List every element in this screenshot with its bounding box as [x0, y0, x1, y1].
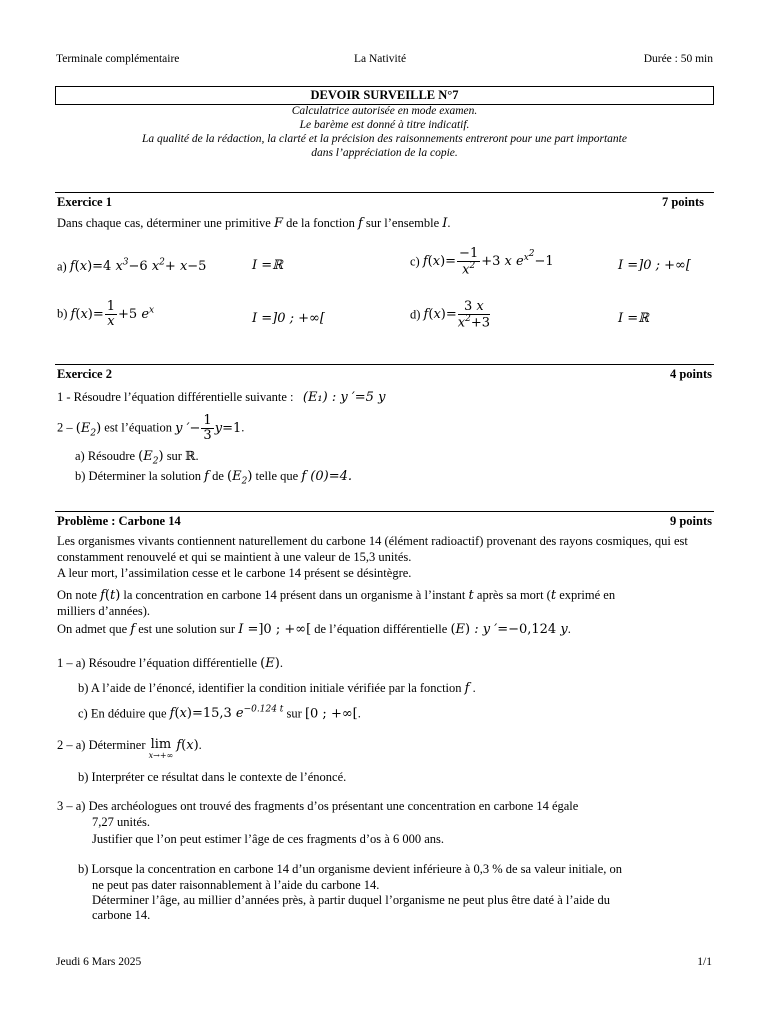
question-text: b) Déterminer la solution [75, 469, 202, 483]
problem-para-1: Les organismes vivants contiennent naturellement du carbone 14 (élément radioactif) provenant des rayons cosmiques, qui est constamment renouvelé et qui se maintient à une valeur de 15,3 unités. [57, 534, 688, 564]
question-text: est l’équation [104, 420, 172, 435]
page-title: DEVOIR SURVEILLE N°7 [55, 86, 714, 105]
question-text: de [212, 469, 224, 483]
problem-q1b: b) A l’aide de l’énoncé, identifier la condition initiale vérifiée par la fonction f . [78, 681, 476, 696]
para-text: On admet que [57, 622, 128, 636]
instruction-line: dans l’appréciation de la copie. [311, 147, 458, 159]
item-label: c) [410, 254, 420, 269]
question-text: 2 – a) Déterminer [57, 738, 146, 752]
item-label: a) [57, 259, 67, 274]
exercise-1-title: Exercice 1 [57, 195, 112, 209]
intro-text: Dans chaque cas, déterminer une primitive [57, 216, 271, 230]
section-divider [55, 364, 714, 365]
item-a-set: I =ℝ [252, 258, 283, 273]
item-c-set: I =]0 ; +∞[ [618, 258, 691, 273]
exercise-2-qa: a) Résoudre $(E_2)$ sur ℝ. [75, 449, 199, 467]
problem-title: Problème : Carbone 14 [57, 514, 181, 528]
question-text: 1 - Résoudre l’équation différentielle suivante : [57, 390, 294, 404]
problem-q3a-line1: 3 – a) Des archéologues ont trouvé des fragments d’os présentant une concentration en carbone 14 égale [57, 799, 579, 813]
question-text: 1 – a) Résoudre l’équation différentielle [57, 656, 258, 670]
instruction-line: Le barème est donné à titre indicatif. [299, 119, 470, 131]
intro-text: sur l’ensemble [365, 216, 440, 230]
question-text: sur ℝ. [166, 449, 199, 463]
intro-text: de la fonction [286, 216, 355, 230]
item-d [410, 300, 491, 330]
exercise-2-q1 [57, 390, 712, 406]
item-c-expr: f(x)= $\frac{-1}{x^2}$ +3 x $e^{x^2}-1$ [422, 246, 554, 277]
item-b-expr: f(x)= $\frac{1}{x}$ +5 $e^x$ [70, 299, 155, 329]
problem-q3b-line4: carbone 14. [92, 908, 151, 922]
exercise-2-q2: $2 - (E_2)$ est l’équation y ′− $\frac{1}{3}$ y=1. [57, 413, 245, 443]
para-text: après sa mort ( [476, 588, 551, 602]
problem-q1c: c) En déduire que f(x)=15,3 $e^{-0.124 t}$ sur [0 ; +∞[. [78, 705, 361, 722]
exercise-2-title: Exercice 2 [57, 367, 112, 381]
footer-page-number: 1/1 [697, 956, 712, 968]
instruction-line: La qualité de la rédaction, la clarté et la précision des raisonnements entreront pour une part importante [142, 133, 627, 145]
question-text: b) A l’aide de l’énoncé, identifier la condition initiale vérifiée par la fonction [78, 681, 462, 695]
header-school: La Nativité [354, 53, 407, 65]
header-class: Terminale complémentaire [56, 53, 180, 65]
problem-points: 9 points [669, 514, 712, 528]
item-label: d) [410, 307, 421, 322]
item-a [57, 258, 206, 276]
para-text: On note [57, 588, 97, 602]
item-a-expr: f(x)=4 $x^3-6$ $x^2+ x-5$ [69, 258, 207, 275]
problem-q1a: 1 – a) Résoudre l’équation différentielle (E). [57, 656, 283, 671]
question-text: 2 – [57, 420, 73, 435]
exercise-2-qb: b) Déterminer la solution f de $(E_2)$ telle que f (0)=4. [75, 469, 353, 487]
section-divider [55, 511, 714, 512]
problem-q3b-line2: ne peut pas dater raisonnablement à l’aide du carbone 14. [92, 878, 380, 892]
para-text: exprimé en [559, 588, 616, 602]
problem-q3a-line3: Justifier que l’on peut estimer l’âge de ces fragments d’os à 6 000 ans. [92, 832, 444, 846]
problem-q3a-line2: 7,27 unités. [92, 815, 150, 829]
initial-condition: f (0)=4. [301, 469, 353, 484]
instruction-line: Calculatrice autorisée en mode examen. [291, 105, 478, 117]
equation-e1: (E₁) : y ′=5 y [302, 390, 386, 405]
exercise-1-points: 7 points [661, 195, 704, 209]
exercise-1-intro: Dans chaque cas, déterminer une primitive F de la fonction f sur l’ensemble I. [57, 216, 451, 231]
question-text: c) En déduire que [78, 706, 167, 721]
problem-para-2: A leur mort, l’assimilation cesse et le carbone 14 présent se désintègre. [57, 566, 412, 580]
para-text: de l’équation différentielle [314, 622, 448, 636]
problem-q2b: b) Interpréter ce résultat dans le contexte de l’énoncé. [78, 770, 347, 784]
item-d-expr: f(x)= $\frac{3 x}{x^2+3}$ [423, 299, 490, 330]
footer-date: Jeudi 6 Mars 2025 [56, 956, 142, 968]
problem-para-3b: milliers d’années). [57, 604, 151, 618]
item-b-set: I =]0 ; +∞[ [252, 311, 325, 326]
section-divider [55, 192, 714, 193]
question-text: a) Résoudre [75, 449, 136, 463]
header-duration: Durée : 50 min [643, 53, 713, 65]
problem-para-3: On note f(t) la concentration en carbone 14 présent dans un organisme à l’instant t après sa mort (t exprimé en [57, 588, 616, 603]
question-text: sur [286, 706, 302, 721]
item-b [57, 300, 154, 328]
item-label: b) [57, 306, 68, 321]
item-d-set: I =ℝ [618, 311, 649, 326]
problem-q3b-line1: b) Lorsque la concentration en carbone 14 d’un organisme devient inférieure à 0,3 % de sa valeur initiale, on [78, 862, 623, 876]
item-c [410, 247, 554, 277]
question-text: telle que [255, 469, 299, 483]
para-text: est une solution sur [138, 622, 236, 636]
problem-para-4: On admet que f est une solution sur I =]0 ; +∞[ de l’équation différentielle (E) : y ′=−0,124 y. [57, 622, 571, 637]
para-text: la concentration en carbone 14 présent dans un organisme à l’instant [123, 588, 466, 602]
problem-q3b-line3: Déterminer l’âge, au millier d’années près, à partir duquel l’organisme ne peut plus être daté à l’aide du [92, 893, 610, 907]
exercise-2-points: 4 points [669, 367, 712, 381]
problem-q2a: 2 – a) Déterminer lim x→+∞ f(x). [57, 737, 202, 761]
